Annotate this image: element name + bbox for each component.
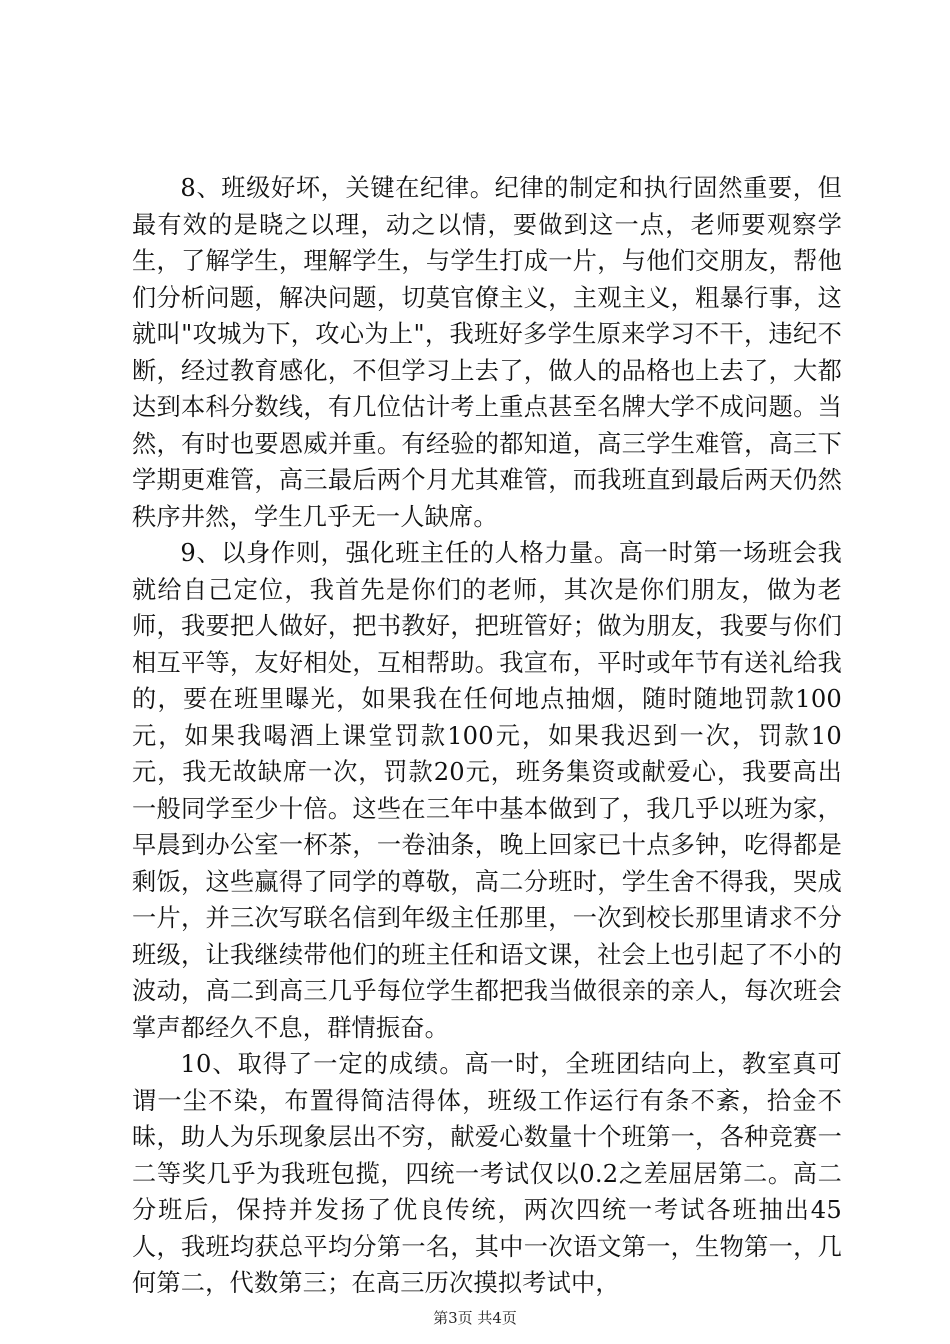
paragraph-10: 10、取得了一定的成绩。高一时，全班团结向上，教室真可谓一尘不染，布置得简洁得体，班级工作运行有条不紊，拾金不昧，助人为乐现象层出不穷，献爱心数量十个班第一，各种竞赛一二等奖几乎为我班包揽，四统一考试仅以0.2之差屈居第二。高二分班后，保持并发扬了优良传统，两次四统一考试各班抽出45人，我班均获总平均分第一名，其中一次语文第一，生物第一，几何第二，代数第三；在高三历次摸拟考试中， [132,1050,842,1297]
page-footer [0,1307,950,1328]
paragraph-9: 9、以身作则，强化班主任的人格力量。高一时第一场班会我就给自己定位，我首先是你们的老师，其次是你们朋友，做为老师，我要把人做好，把书教好，把班管好；做为朋友，我要与你们相互平等，友好相处，互相帮助。我宣布，平时或年节有送礼给我的，要在班里曝光，如果我在任何地点抽烟，随时随地罚款100元，如果我喝酒上课堂罚款100元，如果我迟到一次，罚款10元，我无故缺席一次，罚款20元，班务集资或献爱心，我要高出一般同学至少十倍。这些在三年中基本做到了，我几乎以班为家，早晨到办公室一杯茶，一卷油条，晚上回家已十点多钟，吃得都是剩饭，这些赢得了同学的尊敬，高二分班时，学生舍不得我，哭成一片，并三次写联名信到年级主任那里，一次到校长那里请求不分班级，让我继续带他们的班主任和语文课，社会上也引起了不小的波动，高二到高三几乎每位学生都把我当做很亲的亲人，每次班会掌声都经久不息，群情振奋。 [132,539,842,1042]
document-body [132,170,842,1302]
paragraph-8: 8、班级好坏，关键在纪律。纪律的制定和执行固然重要，但最有效的是晓之以理，动之以情，要做到这一点，老师要观察学生，了解学生，理解学生，与学生打成一片，与他们交朋友，帮他们分析问题，解决问题，切莫官僚主义，主观主义，粗暴行事，这就叫"攻城为下，攻心为上"，我班好多学生原来学习不干，违纪不断，经过教育感化，不但学习上去了，做人的品格也上去了，大都达到本科分数线，有几位估计考上重点甚至名牌大学不成问题。当然，有时也要恩威并重。有经验的都知道，高三学生难管，高三下学期更难管，高三最后两个月尤其难管，而我班直到最后两天仍然秩序井然，学生几乎无一人缺席。 [132,174,842,531]
page-number-label: 第3页 共4页 [433,1309,517,1327]
